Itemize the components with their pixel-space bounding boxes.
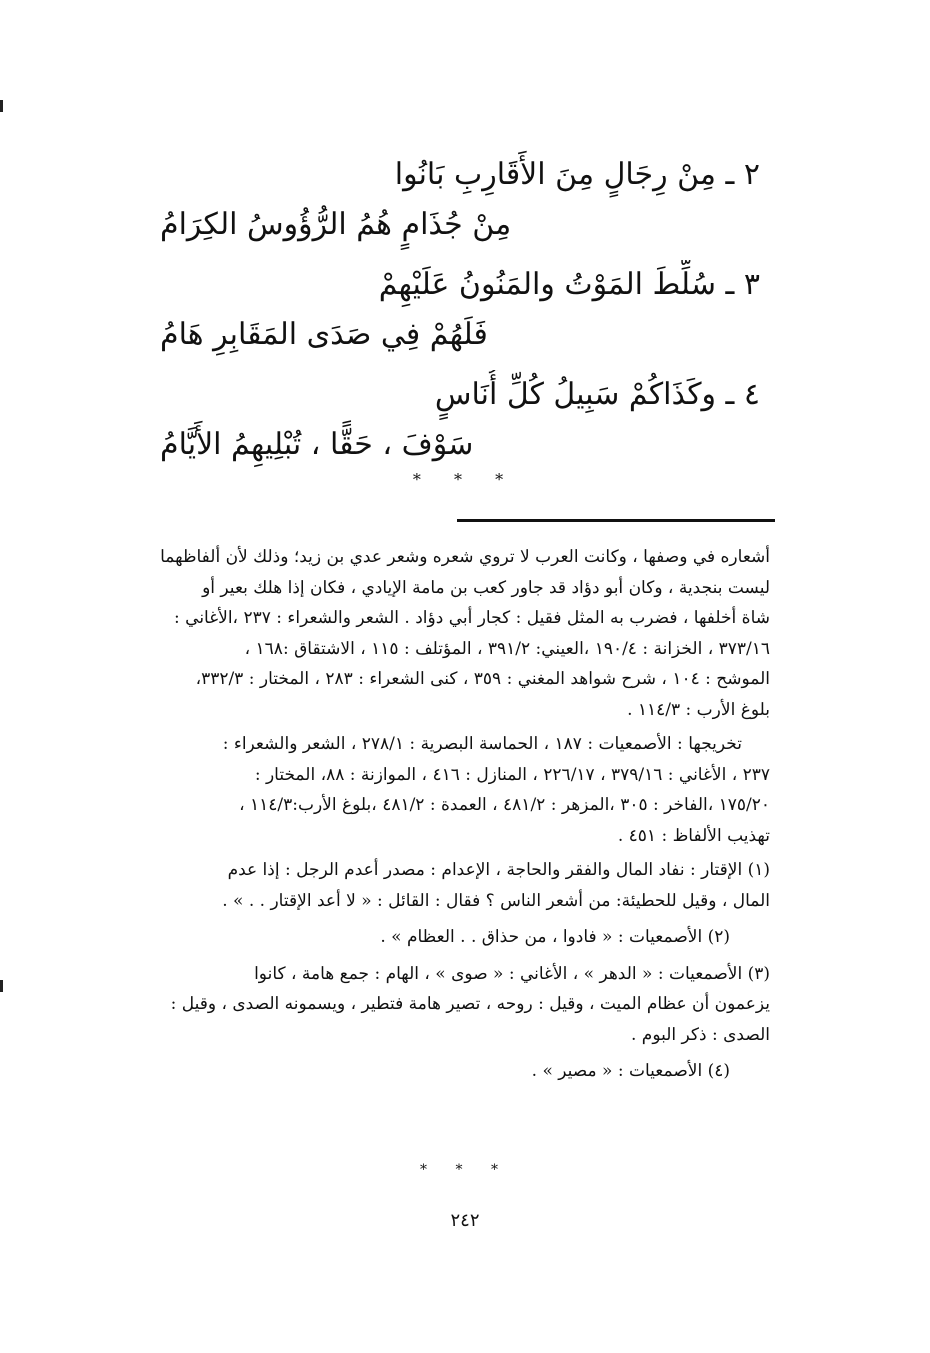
text-line: ليست بنجدية ، وكان أبو دؤاد قد جاور كعب بن مامة الإيادي ، فكان إذا هلك بعير أو	[202, 577, 770, 598]
section-separator-stars: * * *	[412, 470, 518, 489]
verse-first-hemistich: ٤ ـ وكَذَاكُمْ سَبِيلُ كُلِّ أُنَاسٍ	[434, 377, 760, 412]
text-line: شاة أخلفها ، فضرب به المثل فقيل : كجار أبي دؤاد . الشعر والشعراء : ٢٣٧ ،الأغاني :	[174, 608, 770, 628]
text-line: الموشح : ١٠٤ ، شرح شواهد المغني : ٣٥٩ ، كنى الشعراء : ٢٨٣ ، المختار : ٣٣٢/٣،	[195, 669, 770, 689]
verse-2	[150, 150, 780, 250]
text-line: (١) الإقتار : نفاد المال والفقر والحاجة ، الإعدام : مصدر أعدم الرجل : إذا عدم	[227, 860, 770, 880]
poet-biography-paragraph	[140, 542, 770, 725]
footnote-1	[140, 855, 770, 916]
verse-3	[150, 260, 780, 360]
scan-edge-mark	[0, 980, 3, 992]
text-line: أشعاره في وصفها ، وكانت العرب لا تروي شعره وشعر عدي بن زيد؛ وذلك لأن ألفاظهما	[160, 547, 770, 567]
verse-second-hemistich: سَوْفَ ، حَقًّا ، تُبْلِيهِمُ الأَيَّامُ	[160, 427, 474, 462]
text-line: بلوغ الأرب : ١١٤/٣ .	[627, 699, 770, 720]
poem	[150, 150, 780, 480]
end-separator-stars: * * *	[420, 1162, 510, 1178]
text-line: تهذيب الألفاظ : ٤٥١ .	[617, 825, 770, 846]
verse-second-hemistich: مِنْ جُذَامٍ هُمُ الرُّؤُوسُ الكِرَامُ	[160, 207, 512, 242]
scan-edge-mark	[0, 100, 3, 112]
text-line: (٢) الأصمعيات : « فادوا ، من حذاق . . العظام » .	[380, 927, 730, 947]
verse-4	[150, 370, 780, 470]
footnotes-section	[140, 542, 770, 1093]
verse-second-hemistich: فَلَهُمْ فِي صَدَى المَقَابِرِ هَامُ	[160, 317, 488, 352]
sources-paragraph	[140, 729, 770, 851]
verse-first-hemistich: ٣ ـ سُلِّطَ المَوْتُ والمَنُونُ عَلَيْهِمْ	[378, 267, 760, 302]
text-line: الصدى : ذكر البوم .	[630, 1024, 770, 1045]
page-number: ٢٤٢	[450, 1210, 480, 1231]
footnote-4	[140, 1056, 770, 1087]
footnote-rule	[457, 519, 775, 522]
text-line: ٣٧٣/١٦ ، الخزانة : ١٩٠/٤ ،العيني: ٣٩١/٢ ، المؤتلف : ١١٥ ، الاشتقاق :١٦٨ ،	[244, 638, 770, 659]
text-line: ٢٣٧ ، الأغاني : ٣٧٩/١٦ ، ٢٢٦/١٧ ، المنازل : ٤١٦ ، الموازنة : ٨٨، المختار :	[254, 764, 770, 785]
footnote-2	[140, 922, 770, 953]
footnote-3	[140, 959, 770, 1051]
text-line: ١٧٥/٢٠ ،الفاخر : ٣٠٥ ،المزهر : ٤٨١/٢ ، العمدة : ٤٨١/٢ ،بلوغ الأرب:١١٤/٣ ،	[239, 795, 770, 815]
text-line: (٤) الأصمعيات : « مصير » .	[531, 1061, 730, 1081]
verse-first-hemistich: ٢ ـ مِنْ رِجَالٍ مِنَ الأَقَارِبِ بَانُوا	[394, 157, 760, 192]
text-line: يزعمون أن عظام الميت ، وقيل : روحه ، تصير هامة فتطير ، ويسمونه الصدى ، وقيل :	[170, 994, 770, 1014]
text-line: تخريجها : الأصمعيات : ١٨٧ ، الحماسة البصرية : ٢٧٨/١ ، الشعر والشعراء :	[222, 734, 742, 754]
text-line: (٣) الأصمعيات : « الدهر » ، الأغاني : « صوى » ، الهام : جمع هامة ، كانوا	[254, 963, 770, 984]
text-line: المال ، وقيل للحطيئة: من أشعر الناس ؟ فقال : القائل : « لا أعد الإقتار . . » .	[222, 890, 770, 911]
